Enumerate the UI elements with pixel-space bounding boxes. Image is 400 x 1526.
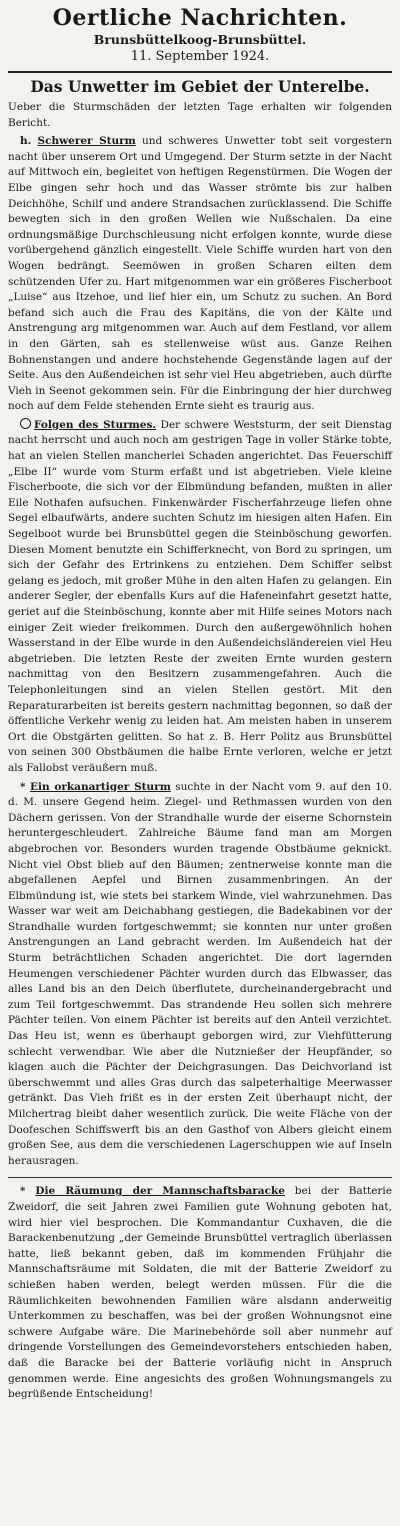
article-sturm bbox=[8, 134, 392, 415]
article-body: bei der Batterie Zweidorf, die seit Jahren zwei Familien gute Wohnung geboten hat, wird hier viel besprochen. Die Kommandantur Cuxhaven, die die Barackenbenutzung „der Gemeinde Brunsbüttel vertraglich überlassen hatte, ließ bekannt geben, daß im kommenden Frühjahr die Mannschaftsräume mit Soldaten, die mit der Batterie Zweidorf zu schießen haben werden, belegt werden müssen. Für die die Räumlichkeiten bewohnenden Familien wäre alsdann anderweitig Unterkommen zu beschaffen, was bei der großen Wohnungsnot eine schwere Aufgabe wäre. Die Marinebehörde soll aber nunmehr auf dringende Vorstellungen des Gemeindevorstehers entschieden haben, daß die Baracke bei der Batterie vorläufig nicht in Anspruch genommen werde. Eine angesichts des großen Wohnungsmangels zu begrüßende Entscheidung! bbox=[8, 1185, 393, 1401]
article-orkan bbox=[8, 780, 392, 1170]
article-marker: * bbox=[20, 780, 26, 793]
ring-icon bbox=[20, 418, 31, 429]
article-baracke bbox=[8, 1184, 392, 1402]
article-divider bbox=[8, 1177, 392, 1178]
article-lead: Ein orkanartiger Sturm bbox=[29, 780, 171, 793]
article-lead: Die Räumung der Mannschaftsbaracke bbox=[35, 1185, 285, 1198]
article-marker: h. bbox=[20, 135, 32, 148]
article-intro: Ueber die Sturmschäden der letzten Tage erhalten wir folgenden Bericht. bbox=[8, 101, 392, 129]
article-body: Der schwere Weststurm, der seit Dienstag nacht herrscht und auch noch am gestrigen Tage in voller Stärke tobte, hat an vielen Stellen mancherlei Schaden angerichtet. Das Feuerschiff „Elbe II“ wurde vom Sturm erfaßt und ist abgetrieben. Viele kleine Fischerboote, die sich vor der Elbmündung befanden, mußten in aller Eile Nothafen aufsuchen. Finkenwärder Fischerfahrzeuge liefen ohne Segel elbaufwärts, andere suchten Schutz im hiesigen alten Hafen. Ein Segelboot wurde bei Brunsbüttel gegen die Steinböschung geworfen. Diesen Moment benutzte ein Schifferknecht, von Bord zu springen, um sich der Gefahr des Ertrinkens zu entziehen. Dem Schiffer selbst gelang es jedoch, mit großer Mühe in den alten Hafen zu gelangen. Ein anderer Segler, der ebenfalls Kurs auf die Hafeneinfahrt gesetzt hatte, geriet auf die Steinböschung, konnte aber mit Hilfe seines Motors nach einiger Zeit wieder freikommen. Durch den außergewöhnlich hohen Wasserstand in der Elbe wurde in den Außendeichsländereien viel Heu abgetrieben. Die letzten Reste der zweiten Ernte wurden gestern nachmittag von den Besitzern zusammengefahren. Auch die Telephonleitungen sind an vielen Stellen gestört. Mit den Reparaturarbeiten ist bereits gestern nachmittag begonnen, so daß der öffentliche Verkehr wenig zu leiden hat. Am meisten haben in unserem Ort die Obstgärten gelitten. So hat z. B. Herr Politz aus Brunsbüttel von seinen 300 Obstbäumen die halbe Ernte verloren, welche er jetzt als Fallobst veräußern muß. bbox=[8, 418, 392, 774]
article-lead: Schwerer Sturm bbox=[37, 135, 136, 148]
section-date: 11. September 1924. bbox=[130, 49, 270, 64]
article-body: und schweres Unwetter tobt seit vorgestern nacht über unserem Ort und Umgegend. Der Sturm setzte in der Nacht auf Mittwoch ein, begleitet von heftigen Regenstürmen. Die Wogen der Elbe gingen sehr hoch und das Wasser strömte bis zur halben Deichhöhe, Schilf und andere Strandsachen zurücklassend. Die Schiffe bewegten sich in den großen Wellen wie Nußschalen. Da eine ordnungsmäßige Durchschleusung nicht erfolgen konnte, wurde diese vorübergehend gänzlich eingestellt. Viele Schiffe wurden hart von den Wogen bedrängt. Seemöwen in großen Scharen eilten dem schützenden Ufer zu. Hart mitgenommen war ein größeres Fischerboot „Luise“ aus Itzehoe, und lief hier ein, um Schutz zu suchen. An Bord befand sich auch die Frau des Kapitäns, die von der Kälte und Anstrengung arg mitgenommen war. Auch auf dem Festland, vor allem in den Gärten, sah es stellenweise wüst aus. Ganze Reihen Bohnenstangen und andere hochstehende Gegenstände lagen auf der Seite. Aus den Außendeichen ist sehr viel Heu abgetrieben, auch dürfte Vieh in Seenot gekommen sein. Für die Einbringung der hier durchweg noch auf dem Felde stehenden Ernte sieht es traurig aus. bbox=[8, 135, 392, 413]
masthead-divider bbox=[8, 71, 392, 73]
article-headline: Das Unwetter im Gebiet der Unterelbe. bbox=[30, 77, 370, 96]
section-title: Oertliche Nachrichten. bbox=[52, 5, 348, 31]
article-marker: * bbox=[20, 1185, 26, 1198]
article-body: suchte in der Nacht vom 9. auf den 10. d. M. unsere Gegend heim. Ziegel- und Rethmassen wurden von den Dächern gerissen. Von der Strandhalle wurde der eiserne Schornstein heruntergeschleudert. Zahlreiche Bäume fand man am Morgen abgebrochen vor. Besonders wurden tragende Obstbäume geknickt. Nicht viel Obst blieb auf den Bäumen; zentnerweise konnte man die abgefallenen Aepfel und Birnen zusammenbringen. An der Elbmündung ist, wie stets bei starkem Winde, viel wahrzunehmen. Das Wasser war weit am Deichabhang gestiegen, die Badekabinen vor der Strandhalle wurden fortgeschwemmt; sie konnten nur unter großen Anstrengungen an Land gebracht werden. Im Außendeich hat der Sturm beträchtlichen Schaden angerichtet. Die dort lagernden Heumengen verschiedener Pächter wurden durch das Elbwasser, das alles Land bis an den Deich überflutete, durcheinandergebracht und zum Teil fortgeschwemmt. Das strandende Heu sollen sich mehrere Pächter teilen. Von einem Pächter ist bereits auf den Anteil verzichtet. Das Heu ist, wenn es überhaupt geborgen wird, zur Viehfütterung schlecht verwendbar. Wie aber die Nutznießer der Heupfänder, so klagen auch die Pächter der Deichgrasungen. Das Deichvorland ist überschwemmt und alles Gras durch das salpeterhaltige Meerwasser getränkt. Das Vieh frißt es in der ersten Zeit überhaupt nicht, der Milchertrag bleibt daher wesentlich zurück. Die weite Fläche von der Doofeschen Schiffswerft bis an den Gasthof von Albers gleicht einem großen See, aus dem die verschiedenen Lagerschuppen wie auf Inseln herausragen. bbox=[8, 780, 393, 1167]
masthead bbox=[8, 4, 392, 65]
article-lead: Folgen des Sturmes. bbox=[34, 418, 157, 431]
article-folgen bbox=[8, 418, 392, 777]
section-place: Brunsbüttelkoog-Brunsbüttel. bbox=[93, 32, 307, 47]
